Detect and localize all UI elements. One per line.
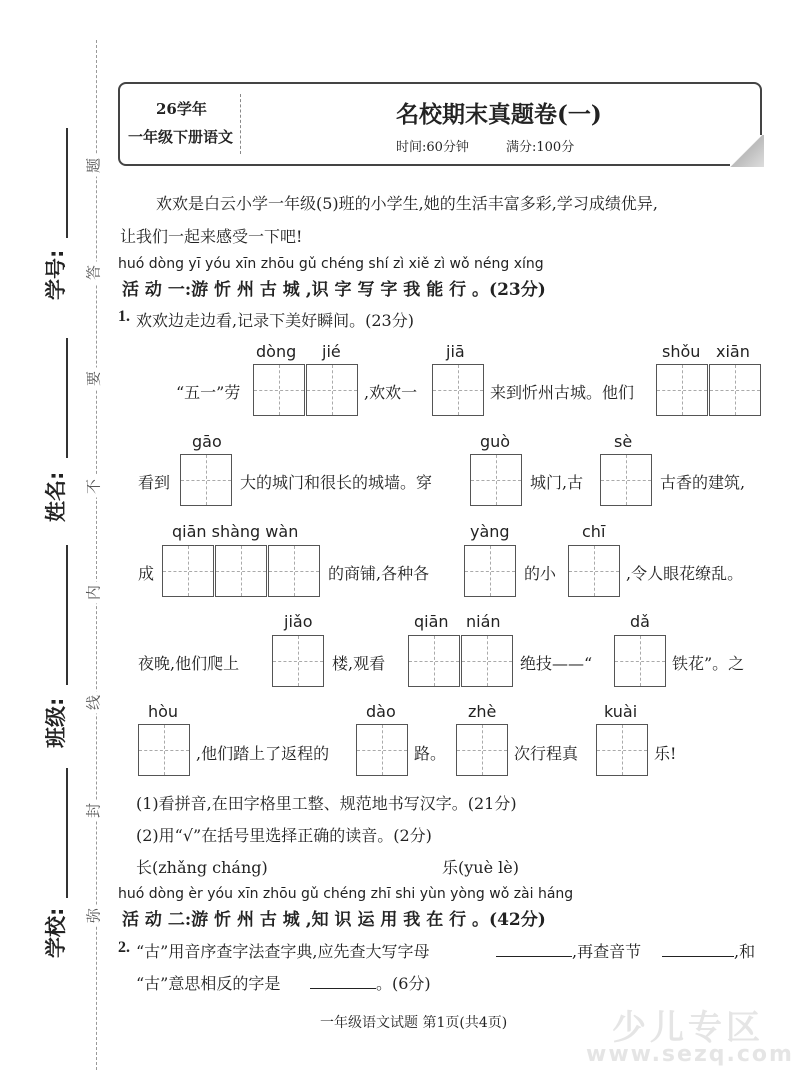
tianzige-box[interactable] bbox=[306, 364, 358, 416]
tianzige-box[interactable] bbox=[356, 724, 408, 776]
watermark-logo: 少儿专区 bbox=[612, 1008, 764, 1048]
school-label: 学校: bbox=[44, 907, 68, 958]
row5-text: ,他们踏上了返程的 bbox=[196, 744, 330, 763]
tianzige-box[interactable] bbox=[272, 635, 324, 687]
answer-blank-antonym[interactable] bbox=[310, 988, 376, 989]
tianzige-box[interactable] bbox=[464, 545, 516, 597]
pinyin: jiǎo bbox=[284, 612, 313, 631]
tianzige-box[interactable] bbox=[656, 364, 708, 416]
pinyin: hòu bbox=[148, 702, 179, 721]
row5-text: 路。 bbox=[414, 744, 447, 763]
row2-text: 看到 bbox=[138, 473, 171, 492]
tianzige-box[interactable] bbox=[596, 724, 648, 776]
q1-sub2: (2)用“√”在括号里选择正确的读音。(2分) bbox=[136, 826, 432, 845]
pinyin: dǎ bbox=[630, 612, 650, 631]
pinyin: guò bbox=[480, 432, 511, 451]
row5-text: 次行程真 bbox=[514, 744, 579, 763]
row5-text: 乐! bbox=[654, 744, 677, 763]
row2-text: 城门,古 bbox=[530, 473, 584, 492]
q1-number: 1. bbox=[118, 308, 130, 325]
exam-title: 名校期末真题卷(一) bbox=[396, 101, 602, 128]
seal-char: 题 bbox=[83, 155, 104, 177]
row3-text: 成 bbox=[138, 564, 155, 583]
intro-line-1: 欢欢是白云小学一年级(5)班的小学生,她的生活丰富多彩,学习成绩优异, bbox=[156, 194, 658, 213]
q2-text-b: ,再查音节 bbox=[572, 942, 642, 961]
activity1-title: 活 动 一:游 忻 州 古 城 ,识 字 写 字 我 能 行 。(23分) bbox=[122, 280, 546, 300]
exam-header bbox=[118, 82, 762, 166]
pinyin: chī bbox=[582, 522, 606, 541]
activity2-title: 活 动 二:游 忻 州 古 城 ,知 识 运 用 我 在 行 。(42分) bbox=[122, 910, 546, 930]
grade-subject: 一年级下册语文 bbox=[128, 128, 234, 146]
seal-char: 不 bbox=[83, 476, 104, 498]
header-divider bbox=[240, 94, 241, 154]
row4-text: 绝技——“ bbox=[520, 654, 593, 673]
row1-text: ,欢欢一 bbox=[364, 383, 418, 402]
q1-sub1: (1)看拼音,在田字格里工整、规范地书写汉字。(21分) bbox=[136, 794, 517, 813]
pinyin: dào bbox=[366, 702, 396, 721]
seal-char: 要 bbox=[83, 368, 104, 390]
class-line bbox=[66, 545, 68, 685]
row1-text: 来到忻州古城。他们 bbox=[490, 383, 635, 402]
tianzige-box[interactable] bbox=[253, 364, 305, 416]
pinyin: sè bbox=[614, 432, 633, 451]
tianzige-box[interactable] bbox=[432, 364, 484, 416]
reading-option-zhang[interactable]: 长(zhǎng cháng) bbox=[136, 858, 268, 877]
reading-option-yue[interactable]: 乐(yuè lè) bbox=[442, 858, 519, 877]
row4-text: 楼,观看 bbox=[332, 654, 386, 673]
class-label: 班级: bbox=[44, 697, 68, 748]
pinyin: jiā bbox=[446, 342, 465, 361]
pinyin: jié bbox=[322, 342, 341, 361]
pinyin: dòng bbox=[256, 342, 297, 361]
tianzige-box[interactable] bbox=[614, 635, 666, 687]
pinyin: yàng bbox=[470, 522, 510, 541]
exam-time: 时间:60分钟 bbox=[396, 140, 469, 155]
seal-char: 线 bbox=[83, 692, 104, 714]
row2-text: 大的城门和很长的城墙。穿 bbox=[240, 473, 433, 492]
row3-text: ,令人眼花缭乱。 bbox=[626, 564, 744, 583]
pinyin: nián bbox=[466, 612, 501, 631]
tianzige-box[interactable] bbox=[138, 724, 190, 776]
tianzige-box[interactable] bbox=[568, 545, 620, 597]
seal-char: 答 bbox=[83, 262, 104, 284]
tianzige-box[interactable] bbox=[215, 545, 267, 597]
watermark-url: www.sezq.com bbox=[586, 1042, 794, 1067]
pinyin: xiān bbox=[716, 342, 750, 361]
tianzige-box[interactable] bbox=[600, 454, 652, 506]
seal-char: 弥 bbox=[83, 905, 104, 927]
tianzige-box[interactable] bbox=[461, 635, 513, 687]
q2-text-e: 。(6分) bbox=[376, 974, 431, 993]
row4-text: 夜晚,他们爬上 bbox=[138, 654, 240, 673]
student-id-label: 学号: bbox=[44, 249, 68, 300]
pinyin: kuài bbox=[604, 702, 638, 721]
q2-text-c: ,和 bbox=[734, 942, 756, 961]
tianzige-box[interactable] bbox=[456, 724, 508, 776]
row3-text: 的小 bbox=[524, 564, 557, 583]
row2-text: 古香的建筑, bbox=[660, 473, 746, 492]
seal-char: 封 bbox=[83, 800, 104, 822]
pinyin: zhè bbox=[468, 702, 497, 721]
name-line bbox=[66, 338, 68, 458]
tianzige-box[interactable] bbox=[709, 364, 761, 416]
q2-number: 2. bbox=[118, 939, 130, 956]
q2-text-d: “古”意思相反的字是 bbox=[136, 974, 281, 993]
row3-text: 的商铺,各种各 bbox=[328, 564, 430, 583]
student-id-line bbox=[66, 128, 68, 238]
answer-blank-letter[interactable] bbox=[496, 956, 572, 957]
name-label: 姓名: bbox=[44, 471, 68, 522]
tianzige-box[interactable] bbox=[268, 545, 320, 597]
school-line bbox=[66, 768, 68, 898]
pinyin: qiān shàng wàn bbox=[172, 522, 299, 541]
seal-char: 内 bbox=[83, 582, 104, 604]
answer-blank-syllable[interactable] bbox=[662, 956, 734, 957]
exam-score: 满分:100分 bbox=[506, 140, 575, 155]
tianzige-box[interactable] bbox=[470, 454, 522, 506]
intro-line-2: 让我们一起来感受一下吧! bbox=[120, 227, 303, 246]
activity2-pinyin: huó dòng èr yóu xīn zhōu gǔ chéng zhī shi yùn yòng wǒ zài háng bbox=[118, 886, 574, 902]
pinyin: shǒu bbox=[662, 342, 701, 361]
tianzige-box[interactable] bbox=[180, 454, 232, 506]
pinyin: gāo bbox=[192, 432, 222, 451]
activity1-pinyin: huó dòng yī yóu xīn zhōu gǔ chéng shí zì xiě zì wǒ néng xíng bbox=[118, 256, 544, 272]
pinyin: qiān bbox=[414, 612, 449, 631]
tianzige-box[interactable] bbox=[408, 635, 460, 687]
row4-text: 铁花”。之 bbox=[672, 654, 745, 673]
school-year: 26学年 bbox=[156, 100, 207, 118]
page-footer: 一年级语文试题 第1页(共4页) bbox=[320, 1015, 508, 1031]
q1-text: 欢欢边走边看,记录下美好瞬间。(23分) bbox=[136, 311, 414, 330]
q2-text-a: “古”用音序查字法查字典,应先查大写字母 bbox=[136, 942, 430, 961]
page-curl bbox=[730, 135, 764, 167]
tianzige-box[interactable] bbox=[162, 545, 214, 597]
row1-text: “五一”劳 bbox=[176, 383, 241, 402]
